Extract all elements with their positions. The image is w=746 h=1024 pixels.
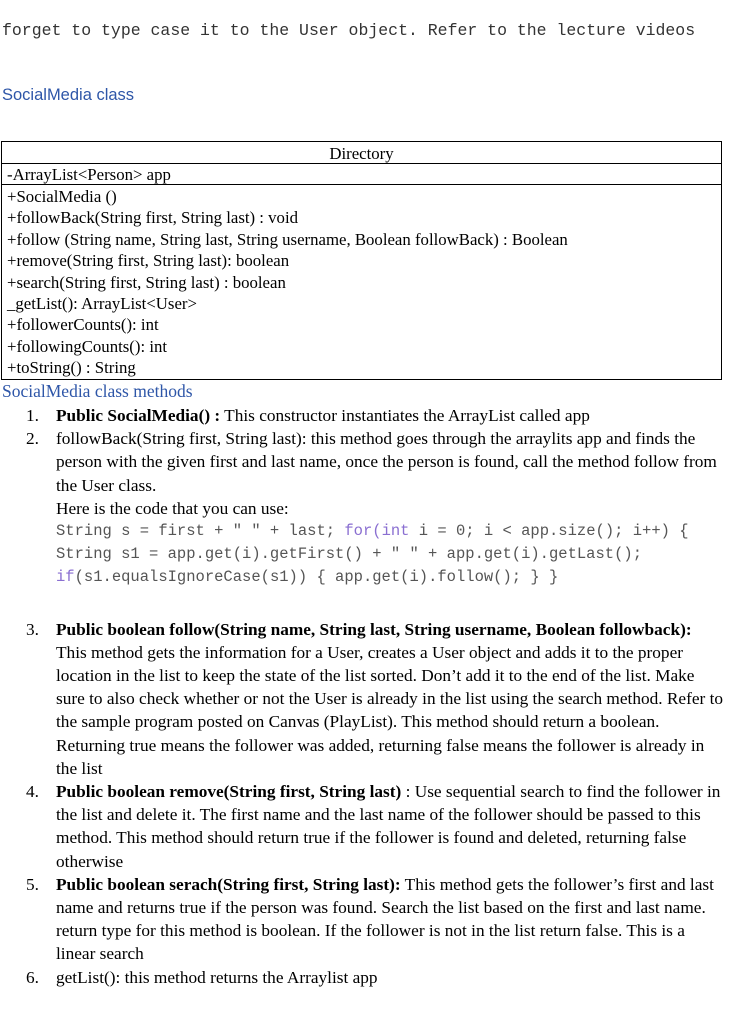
uml-method: +search(String first, String last) : boolean: [7, 272, 286, 292]
code-segment: (s1.equalsIgnoreCase(s1)) { app.get(i).follow(); } }: [74, 568, 559, 587]
method-description: This constructor instantiates the ArrayList called app: [220, 406, 590, 425]
uml-method: _getList(): ArrayList<User>: [7, 293, 197, 313]
list-item: [0, 966, 740, 989]
list-item-number: 3.: [26, 619, 39, 639]
section-heading: SocialMedia class: [2, 86, 135, 104]
uml-methods: [2, 185, 721, 379]
list-item-number: 5.: [26, 874, 39, 894]
uml-method: +remove(String first, String last): boolean: [7, 251, 290, 271]
list-item: [0, 618, 740, 780]
uml-class-diagram: [1, 141, 722, 380]
list-item-number: 4.: [26, 782, 39, 802]
uml-method: +followingCounts(): int: [7, 336, 168, 356]
uml-attribute: -ArrayList<Person> app: [2, 164, 721, 185]
intro-text: forget to type case it to the User object. Refer to the lecture videos: [2, 21, 696, 40]
method-signature: Public boolean remove(String first, String last): [56, 782, 402, 802]
code-segment: i = 0; i < app.size(); i++) { String s1 = app.get(i).getFirst() + " " + app.get(i).getLast();: [56, 522, 689, 564]
code-keyword: for(int: [344, 522, 410, 541]
code-intro: Here is the code that you can use:: [56, 498, 289, 518]
uml-method: +toString() : String: [7, 358, 136, 378]
methods-list: [0, 404, 740, 989]
method-signature: Public boolean serach(String first, String last):: [56, 874, 401, 894]
method-description: : Use sequential search to find the follower in the list and delete it. The first name and the last name of the follower should be passed to this method. This method should return true if the follower is found and deleted, returning false otherwise: [56, 782, 721, 871]
list-item: [0, 427, 740, 589]
method-signature: Public boolean follow(String name, String last, String username, Boolean followback):: [56, 619, 692, 639]
method-description: followBack(String first, String last): this method goes through the arraylits app and finds the person with the given first and last name, once the person is found, call the method follow from the User class.: [56, 429, 717, 495]
list-item: [0, 404, 740, 427]
uml-method: +followerCounts(): int: [7, 315, 159, 335]
method-description: This method gets the follower’s first and last name and returns true if the person was found. Search the list based on the first and last name. return type for this method is boolean. If the follower is not in the list return false. This is a linear search: [56, 874, 714, 964]
list-item: [0, 873, 740, 966]
uml-method: +SocialMedia (): [7, 187, 117, 206]
list-item-number: 2.: [26, 429, 39, 449]
uml-class-title: Directory: [2, 142, 721, 164]
method-signature: Public SocialMedia() :: [56, 406, 221, 425]
method-description: This method gets the information for a User, creates a User object and adds it to the proper location in the list to keep the state of the list sorted. Don’t add it to the end of the list. Make sure to also check whether or not the User is already in the list using the search method. Refer to the sample program posted on Canvas (PlayList). This method should return a boolean. Returning true means the follower was added, returning false means the follower is already in the list: [56, 642, 724, 778]
code-keyword: if: [56, 568, 75, 587]
uml-method: +followBack(String first, String last) : void: [7, 208, 298, 228]
list-item-number: 6.: [26, 967, 39, 987]
list-item-number: 1.: [26, 406, 39, 425]
methods-heading: SocialMedia class methods: [2, 381, 193, 401]
list-item: [0, 780, 740, 873]
uml-method: +follow (String name, String last, String username, Boolean followBack) : Boolean: [7, 229, 568, 249]
code-segment: String s = first + " " + last;: [56, 522, 345, 541]
method-description: getList(): this method returns the Arraylist app: [56, 967, 378, 987]
code-snippet: [56, 520, 726, 590]
